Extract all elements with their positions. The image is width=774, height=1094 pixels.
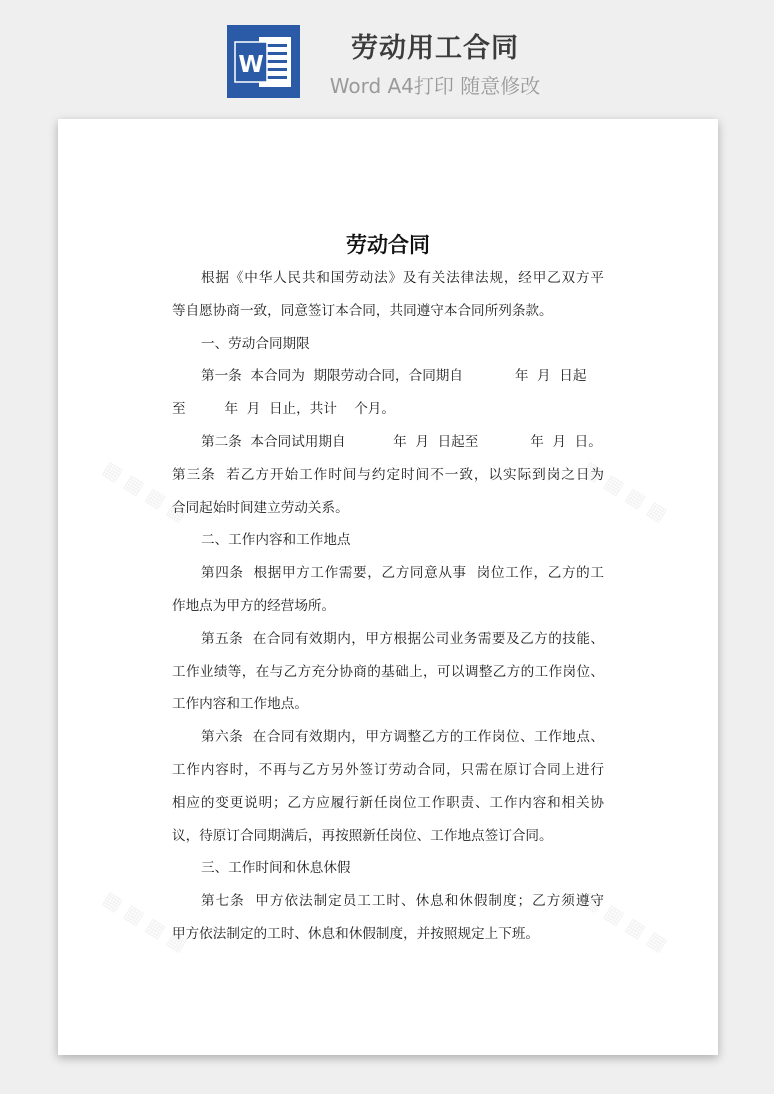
document-text-line: 等自愿协商一致，同意签订本合同，共同遵守本合同所列条款。 xyxy=(172,302,553,319)
document-text-line: 第三条 若乙方开始工作时间与约定时间不一致，以实际到岗之日为 xyxy=(172,466,604,483)
document-text-line: 合同起始时间建立劳动关系。 xyxy=(172,499,349,516)
document-text-line: 第五条 在合同有效期内，甲方根据公司业务需要及乙方的技能、 xyxy=(201,630,604,647)
document-text-line: 工作内容时，不再与乙方另外签订劳动合同，只需在原订合同上进行 xyxy=(172,761,604,778)
document-text-line: 三、工作时间和休息休假 xyxy=(201,860,351,877)
banner-title: 劳动用工合同 xyxy=(351,33,519,64)
watermark: ▦ ▦ ▦ ▦ xyxy=(98,455,192,527)
document-text-line: 第六条 在合同有效期内，甲方调整乙方的工作岗位、工作地点、 xyxy=(201,729,604,746)
document-text-line: 至 年 月 日止，共计 个月。 xyxy=(172,401,395,418)
watermark: ▦ ▦ ▦ ▦ xyxy=(98,885,192,957)
document-text-line: 第七条 甲方依法制定员工工时、休息和休假制度；乙方须遵守 xyxy=(201,893,604,910)
document-text-line: 作地点为甲方的经营场所。 xyxy=(172,597,336,614)
document-text-line: 工作业绩等，在与乙方充分协商的基础上，可以调整乙方的工作岗位、 xyxy=(172,663,604,680)
document-text-line: 甲方依法制定的工时、休息和休假制度，并按照规定上下班。 xyxy=(172,925,540,942)
watermark: ▦ ▦ ▦ ▦ xyxy=(578,455,672,527)
document-text-line: 工作内容和工作地点。 xyxy=(172,696,308,713)
document-text-line: 第四条 根据甲方工作需要，乙方同意从事 岗位工作，乙方的工 xyxy=(201,565,604,582)
document-title: 劳动合同 xyxy=(346,233,430,257)
document-page xyxy=(58,119,718,1055)
document-text-line: 第一条 本合同为 期限劳动合同，合同期自 年 月 日起 xyxy=(201,368,587,385)
document-text-line: 根据《中华人民共和国劳动法》及有关法律法规，经甲乙双方平 xyxy=(201,270,604,286)
word-icon-letter: W xyxy=(238,52,264,78)
document-text-line: 议，待原订合同期满后，再按照新任岗位、工作地点签订合同。 xyxy=(172,827,553,844)
document-text-line: 第二条 本合同试用期自 年 月 日起至 年 月 日。 xyxy=(201,433,602,450)
document-text-line: 二、工作内容和工作地点 xyxy=(201,532,351,549)
watermark: ▦ ▦ ▦ ▦ xyxy=(578,885,672,957)
document-text-line: 相应的变更说明；乙方应履行新任岗位工作职责、工作内容和相关协 xyxy=(172,794,604,811)
header-banner xyxy=(0,0,774,110)
document-text-line: 一、劳动合同期限 xyxy=(201,335,310,352)
document-body xyxy=(172,262,604,951)
word-document-icon xyxy=(227,25,300,98)
banner-subtitle: Word A4打印 随意修改 xyxy=(329,74,541,98)
